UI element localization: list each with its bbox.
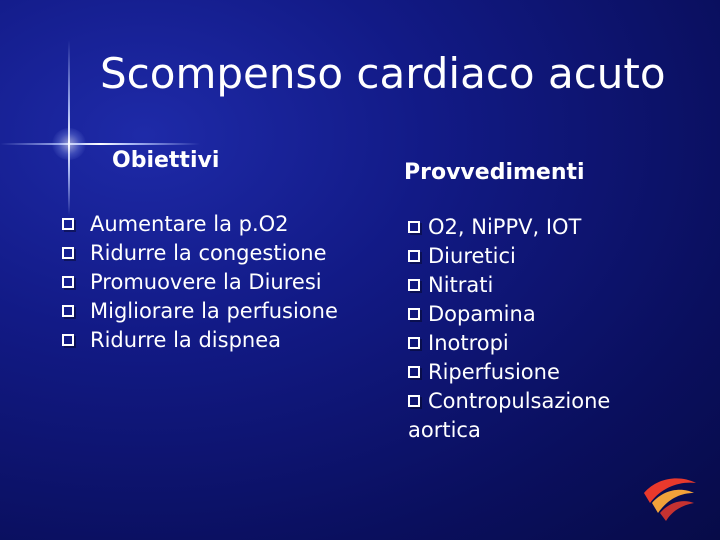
list-item: Ridurre la congestione: [62, 239, 338, 268]
list-item: Diuretici: [408, 242, 610, 271]
lens-flare-horizontal: [0, 143, 200, 145]
measures-heading: Provvedimenti: [404, 160, 585, 185]
checkbox-bullet-icon: [408, 395, 420, 407]
checkbox-bullet-icon: [62, 276, 74, 288]
list-item: Contropulsazione: [408, 387, 610, 416]
list-item: Aumentare la p.O2: [62, 210, 338, 239]
checkbox-bullet-icon: [62, 247, 74, 259]
checkbox-bullet-icon: [408, 366, 420, 378]
slide-title: Scompenso cardiaco acuto: [100, 49, 666, 98]
list-item: Inotropi: [408, 329, 610, 358]
checkbox-bullet-icon: [408, 279, 420, 291]
checkbox-bullet-icon: [62, 218, 74, 230]
list-item: Riperfusione: [408, 358, 610, 387]
checkbox-bullet-icon: [408, 250, 420, 262]
measures-list: [408, 213, 610, 445]
objectives-heading: Obiettivi: [112, 148, 220, 173]
lens-flare-glow: [52, 128, 86, 160]
swoosh-logo-icon: [640, 473, 700, 528]
objectives-list: [62, 210, 338, 355]
list-item: O2, NiPPV, IOT: [408, 213, 610, 242]
checkbox-bullet-icon: [408, 337, 420, 349]
list-item: Dopamina: [408, 300, 610, 329]
checkbox-bullet-icon: [62, 334, 74, 346]
checkbox-bullet-icon: [408, 308, 420, 320]
list-item: Nitrati: [408, 271, 610, 300]
list-item: Migliorare la perfusione: [62, 297, 338, 326]
checkbox-bullet-icon: [408, 221, 420, 233]
checkbox-bullet-icon: [62, 305, 74, 317]
list-item-continuation: aortica: [408, 418, 481, 442]
list-item: Promuovere la Diuresi: [62, 268, 338, 297]
list-item: Ridurre la dispnea: [62, 326, 338, 355]
